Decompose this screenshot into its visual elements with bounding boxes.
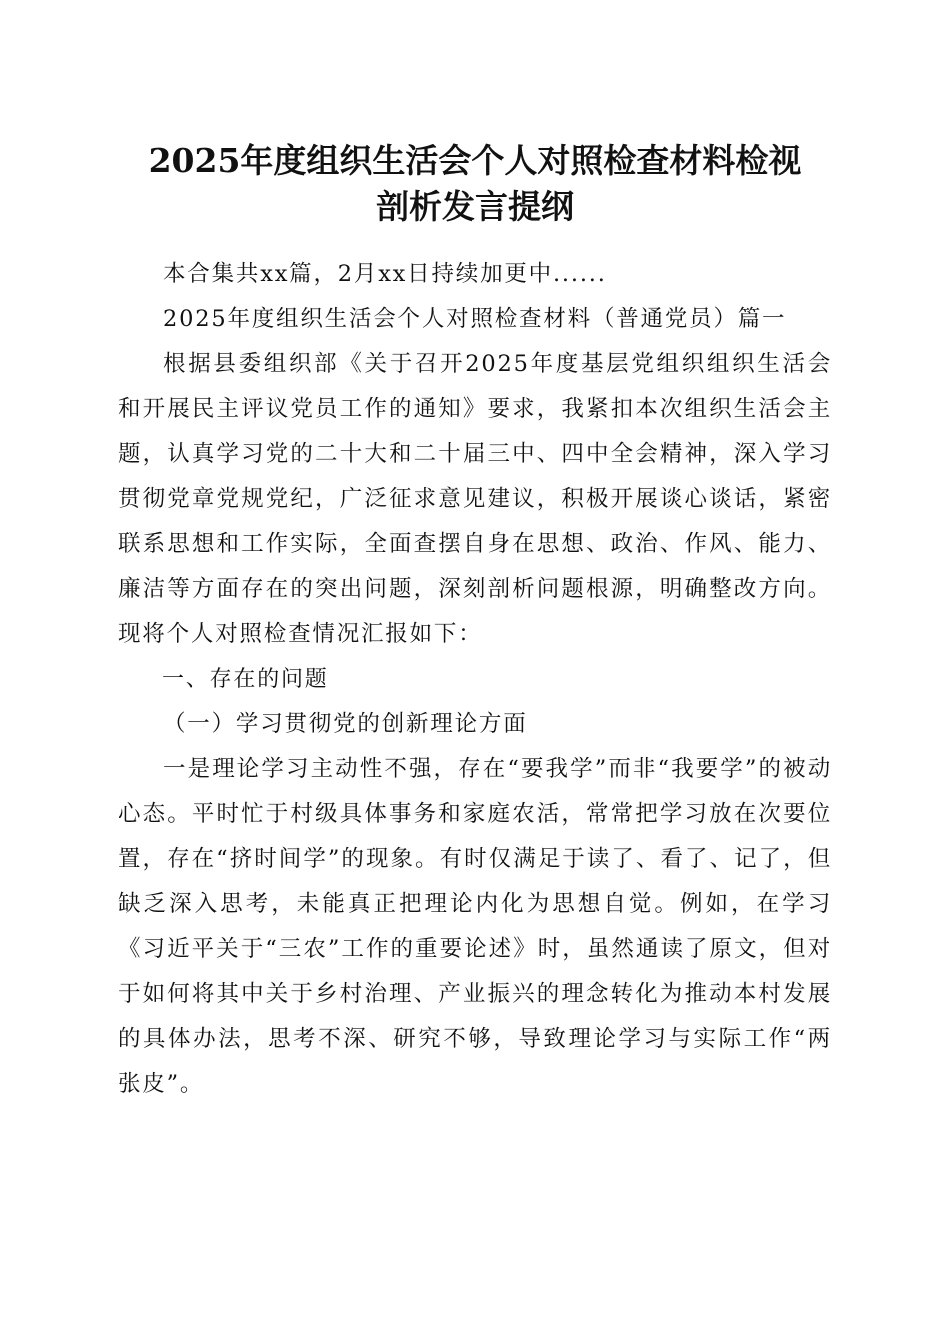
document-body	[118, 252, 832, 1107]
subsection-paragraph: 一是理论学习主动性不强，存在“要我学”而非“我要学”的被动心态。平时忙于村级具体事务和家庭农活，常常把学习放在次要位置，存在“挤时间学”的现象。有时仅满足于读了、看了、记了，但缺乏深入思考，未能真正把理论内化为思想自觉。例如，在学习《习近平关于“三农”工作的重要论述》时，虽然通读了原文，但对于如何将其中关于乡村治理、产业振兴的理念转化为推动本村发展的具体办法，思考不深、研究不够，导致理论学习与实际工作“两张皮”。	[118, 756, 832, 1097]
opening-paragraph: 根据县委组织部《关于召开2025年度基层党组织组织生活会和开展民主评议党员工作的通知》要求，我紧扣本次组织生活会主题，认真学习党的二十大和二十届三中、四中全会精神，深入学习贯彻党章党规党纪，广泛征求意见建议，积极开展谈心谈话，紧密联系思想和工作实际，全面查摆自身在思想、政治、作风、能力、廉洁等方面存在的突出问题，深刻剖析问题根源，明确整改方向。现将个人对照检查情况汇报如下：	[118, 351, 832, 647]
title-line-1: 2025年度组织生活会个人对照检查材料检视	[148, 141, 802, 180]
document-title	[118, 138, 832, 230]
section-heading: 一、存在的问题	[162, 667, 329, 692]
article-subtitle: 2025年度组织生活会个人对照检查材料（普通党员）篇一	[163, 306, 787, 332]
title-line-2: 剖析发言提纲	[376, 187, 574, 226]
intro-paragraph: 本合集共xx篇，2月xx日持续加更中......	[163, 261, 607, 287]
subsection-heading: （一）学习贯彻党的创新理论方面	[163, 711, 528, 737]
